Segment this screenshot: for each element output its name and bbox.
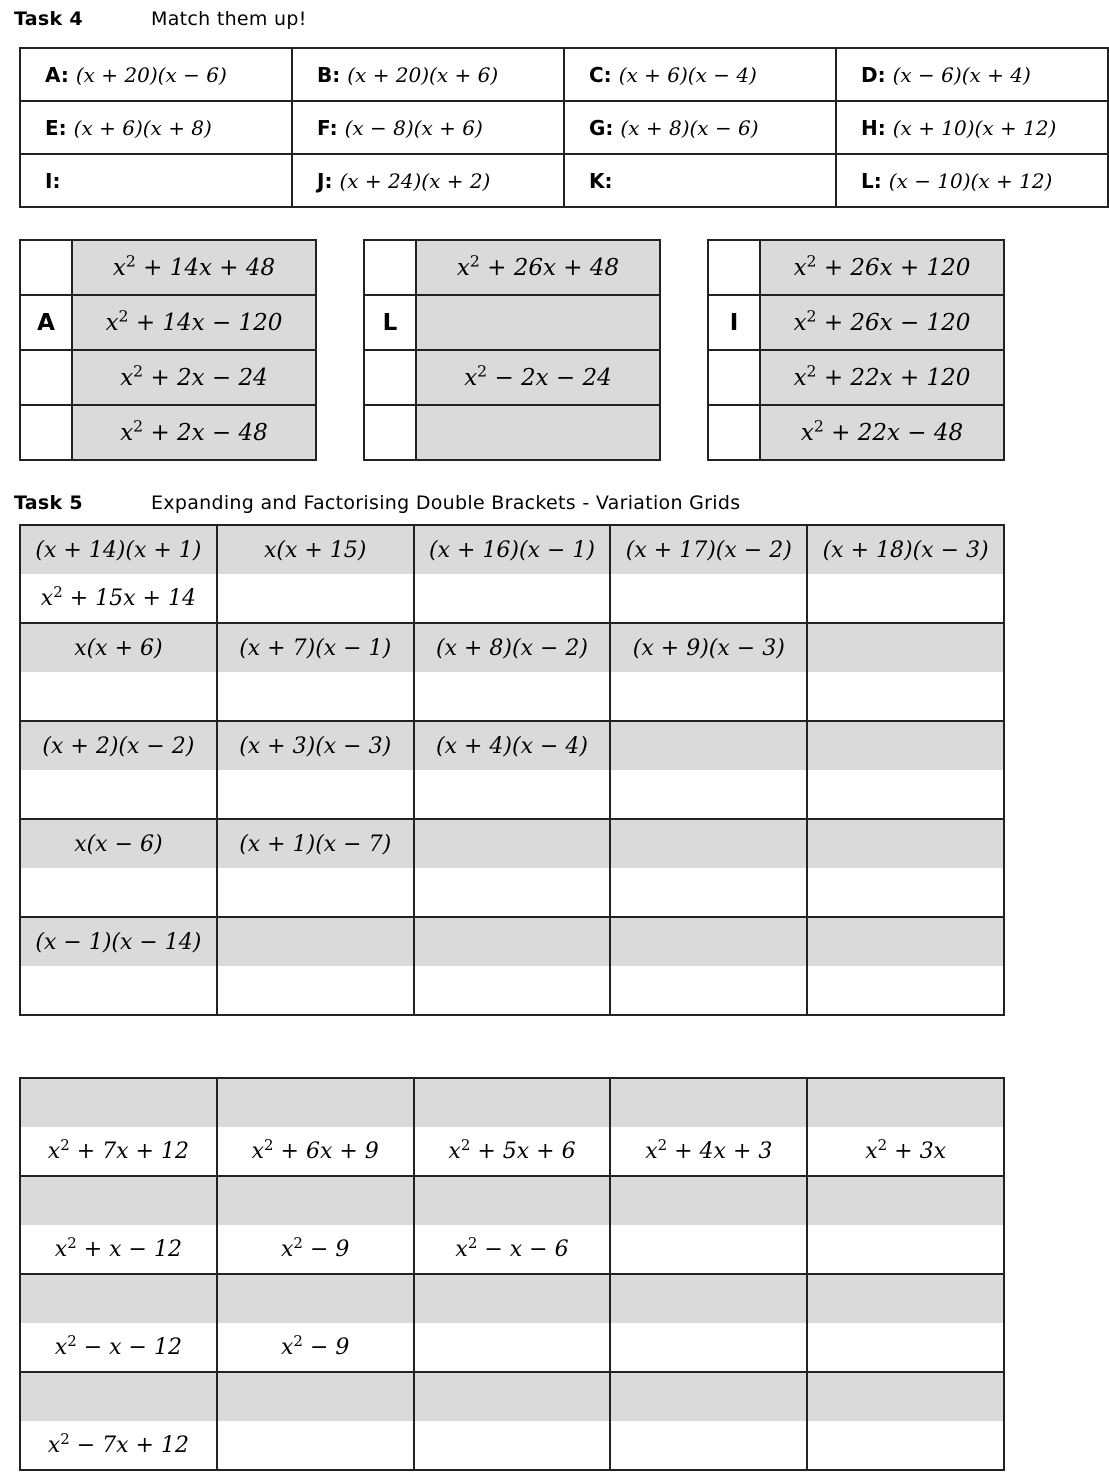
expanded-cell[interactable] bbox=[20, 868, 217, 917]
factor-label: H: bbox=[861, 115, 886, 140]
quadratic-expression: $x^2 - 2x - 24$ bbox=[464, 360, 612, 391]
exponent: 2 bbox=[477, 360, 488, 380]
expanded-cell bbox=[610, 1421, 807, 1470]
exponent: 2 bbox=[60, 1429, 70, 1448]
match-expression-cell bbox=[760, 295, 1004, 350]
expanded-cell[interactable] bbox=[414, 672, 611, 721]
factor-cell bbox=[292, 101, 564, 154]
exponent: 2 bbox=[133, 360, 144, 380]
expression-terms: + 22x + 120 bbox=[823, 364, 971, 391]
match-expression-cell bbox=[72, 350, 316, 405]
match-row bbox=[364, 295, 660, 350]
factorised-answer-cell[interactable] bbox=[217, 1274, 414, 1323]
quadratic-expression: $x^2 + 14x - 120$ bbox=[105, 305, 283, 336]
factorised-expression: (x + 3)(x − 3) bbox=[239, 733, 392, 759]
factorised-cell bbox=[414, 721, 611, 770]
expression-terms: + 26x + 120 bbox=[823, 254, 971, 281]
factor-label: I: bbox=[45, 168, 61, 193]
factorised-cell bbox=[807, 623, 1004, 672]
factor-label: G: bbox=[589, 115, 614, 140]
exponent: 2 bbox=[813, 415, 824, 435]
factorised-cell bbox=[807, 525, 1004, 574]
expanded-cell bbox=[610, 1225, 807, 1274]
expanded-cell bbox=[610, 1323, 807, 1372]
factorised-cell bbox=[610, 721, 807, 770]
expression-terms: + 5x + 6 bbox=[477, 1138, 576, 1164]
expression-terms: − x − 12 bbox=[83, 1334, 182, 1360]
expanded-cell bbox=[610, 1127, 807, 1176]
match-row bbox=[708, 405, 1004, 460]
factorised-row bbox=[20, 525, 1004, 574]
expanded-row bbox=[20, 574, 1004, 623]
factor-cell bbox=[292, 154, 564, 207]
factorised-cell bbox=[610, 525, 807, 574]
variation-grid-factorised bbox=[19, 524, 1005, 1016]
quadratic-expression: $x^2 + 4x + 3$ bbox=[645, 1135, 773, 1164]
factor-cell bbox=[836, 154, 1108, 207]
match-expression-cell bbox=[760, 350, 1004, 405]
factorised-answer-cell[interactable] bbox=[807, 1078, 1004, 1127]
match-expression-cell bbox=[416, 295, 660, 350]
factor-row bbox=[20, 48, 1108, 101]
expanded-cell[interactable] bbox=[414, 574, 611, 623]
factor-table bbox=[19, 47, 1109, 208]
match-row bbox=[364, 405, 660, 460]
exponent: 2 bbox=[60, 1135, 70, 1154]
factor-cell bbox=[564, 154, 836, 207]
factorised-expression: x(x + 6) bbox=[74, 635, 163, 661]
variation-grid-expanded bbox=[19, 1077, 1005, 1471]
expression-terms: + 14x − 120 bbox=[135, 309, 283, 336]
factor-label: E: bbox=[45, 115, 67, 140]
factor-expression: (x + 20)(x − 6) bbox=[75, 62, 227, 87]
expanded-cell[interactable] bbox=[217, 672, 414, 721]
factorised-cell bbox=[217, 623, 414, 672]
expanded-cell[interactable] bbox=[20, 672, 217, 721]
factorised-expression: (x − 1)(x − 14) bbox=[35, 929, 202, 955]
expanded-cell[interactable] bbox=[20, 966, 217, 1015]
expanded-cell[interactable] bbox=[414, 868, 611, 917]
expression-terms: + 2x − 48 bbox=[150, 419, 268, 446]
factor-expression: (x + 10)(x + 12) bbox=[892, 115, 1057, 140]
expanded-cell bbox=[217, 1225, 414, 1274]
expression-terms: − 9 bbox=[309, 1334, 350, 1360]
expanded-cell[interactable] bbox=[807, 672, 1004, 721]
expanded-cell[interactable] bbox=[807, 868, 1004, 917]
match-key-cell[interactable] bbox=[364, 240, 416, 295]
expanded-row bbox=[20, 1127, 1004, 1176]
expression-terms: + 15x + 14 bbox=[69, 585, 196, 611]
expanded-cell[interactable] bbox=[610, 966, 807, 1015]
expanded-cell[interactable] bbox=[217, 868, 414, 917]
quadratic-expression: $x^2 + 26x + 120$ bbox=[793, 250, 971, 281]
expression-terms: + 2x − 24 bbox=[150, 364, 268, 391]
quadratic-expression: $x^2 - 9$ bbox=[281, 1331, 350, 1360]
match-row bbox=[364, 350, 660, 405]
match-row bbox=[20, 350, 316, 405]
factor-cell bbox=[292, 48, 564, 101]
expanded-cell[interactable] bbox=[20, 574, 217, 623]
expression-terms: + x − 12 bbox=[83, 1236, 182, 1262]
quadratic-expression: $x^2 + 14x + 48$ bbox=[112, 250, 276, 281]
expanded-cell bbox=[414, 1421, 611, 1470]
exponent: 2 bbox=[264, 1135, 274, 1154]
factorised-answer-cell[interactable] bbox=[610, 1274, 807, 1323]
exponent: 2 bbox=[806, 250, 817, 270]
match-expression-cell bbox=[760, 240, 1004, 295]
expanded-row bbox=[20, 868, 1004, 917]
factorised-answer-cell[interactable] bbox=[217, 1372, 414, 1421]
factorised-cell bbox=[807, 819, 1004, 868]
exponent: 2 bbox=[293, 1233, 303, 1252]
expanded-cell bbox=[414, 1225, 611, 1274]
factor-expression: (x + 20)(x + 6) bbox=[347, 62, 499, 87]
factorised-answer-cell[interactable] bbox=[20, 1274, 217, 1323]
factor-expression: (x − 10)(x + 12) bbox=[888, 168, 1053, 193]
exponent: 2 bbox=[67, 1331, 77, 1350]
expanded-cell[interactable] bbox=[414, 966, 611, 1015]
expression-terms: − x − 6 bbox=[484, 1236, 569, 1262]
factorised-expression: (x + 9)(x − 3) bbox=[632, 635, 785, 661]
match-row bbox=[20, 405, 316, 460]
task4-subtitle: Match them up! bbox=[151, 8, 307, 30]
expanded-cell[interactable] bbox=[807, 770, 1004, 819]
quadratic-expression: $x^2 + 15x + 14$ bbox=[40, 582, 196, 611]
exponent: 2 bbox=[806, 305, 817, 325]
factorised-cell bbox=[807, 917, 1004, 966]
factorised-answer-cell[interactable] bbox=[414, 1372, 611, 1421]
quadratic-expression: $x^2 + 26x - 120$ bbox=[793, 305, 971, 336]
exponent: 2 bbox=[467, 1233, 478, 1252]
match-table-2 bbox=[363, 239, 661, 461]
factorised-cell bbox=[807, 721, 1004, 770]
expanded-cell bbox=[20, 1127, 217, 1176]
factorised-expression: (x + 2)(x − 2) bbox=[42, 733, 195, 759]
expanded-cell bbox=[414, 1127, 611, 1176]
match-row bbox=[708, 350, 1004, 405]
exponent: 2 bbox=[118, 305, 129, 325]
match-row bbox=[20, 240, 316, 295]
factorised-expression: (x + 1)(x − 7) bbox=[239, 831, 392, 857]
expression-terms: + 4x + 3 bbox=[674, 1138, 773, 1164]
factor-cell bbox=[20, 48, 292, 101]
task5-title: Task 5 bbox=[14, 492, 83, 514]
expanded-cell bbox=[20, 1323, 217, 1372]
expanded-cell bbox=[414, 1323, 611, 1372]
match-expression-cell bbox=[72, 295, 316, 350]
factorised-cell bbox=[217, 819, 414, 868]
expanded-cell[interactable] bbox=[217, 966, 414, 1015]
quadratic-expression: $x^2 + 2x - 24$ bbox=[120, 360, 268, 391]
factorised-cell bbox=[20, 525, 217, 574]
factorised-answer-row bbox=[20, 1274, 1004, 1323]
factorised-row bbox=[20, 721, 1004, 770]
expanded-cell bbox=[217, 1323, 414, 1372]
factorised-cell bbox=[20, 721, 217, 770]
expanded-row bbox=[20, 770, 1004, 819]
factorised-answer-cell[interactable] bbox=[610, 1176, 807, 1225]
factor-label: D: bbox=[861, 62, 886, 87]
factor-label: B: bbox=[317, 62, 341, 87]
exponent: 2 bbox=[133, 415, 144, 435]
task4-title: Task 4 bbox=[14, 8, 83, 30]
task4-heading bbox=[14, 8, 307, 30]
factorised-cell bbox=[414, 623, 611, 672]
expanded-cell[interactable] bbox=[610, 672, 807, 721]
factor-expression: (x + 6)(x − 4) bbox=[618, 62, 757, 87]
match-row bbox=[708, 295, 1004, 350]
quadratic-expression: $x^2 + 22x + 120$ bbox=[793, 360, 971, 391]
factorised-answer-row bbox=[20, 1372, 1004, 1421]
factorised-cell bbox=[20, 819, 217, 868]
expression-terms: + 3x bbox=[894, 1138, 946, 1164]
task5-heading bbox=[14, 492, 741, 514]
expression-terms: + 22x − 48 bbox=[831, 419, 964, 446]
factor-label: J: bbox=[317, 168, 333, 193]
match-key-cell[interactable] bbox=[20, 350, 72, 405]
expanded-cell[interactable] bbox=[217, 574, 414, 623]
expanded-cell[interactable] bbox=[610, 574, 807, 623]
match-expression-cell bbox=[416, 350, 660, 405]
match-row bbox=[364, 240, 660, 295]
factorised-row bbox=[20, 623, 1004, 672]
match-row bbox=[20, 295, 316, 350]
factorised-answer-cell[interactable] bbox=[807, 1176, 1004, 1225]
factorised-answer-cell[interactable] bbox=[414, 1274, 611, 1323]
expression-terms: + 14x + 48 bbox=[143, 254, 276, 281]
match-key-cell[interactable] bbox=[20, 405, 72, 460]
expanded-row bbox=[20, 1225, 1004, 1274]
expanded-row bbox=[20, 966, 1004, 1015]
match-key-cell[interactable] bbox=[708, 405, 760, 460]
factorised-cell bbox=[217, 525, 414, 574]
factor-cell bbox=[564, 48, 836, 101]
match-key-cell[interactable]: I bbox=[708, 295, 760, 350]
expression-terms: + 6x + 9 bbox=[280, 1138, 379, 1164]
factorised-cell bbox=[414, 917, 611, 966]
factorised-answer-cell[interactable] bbox=[20, 1078, 217, 1127]
factorised-answer-cell[interactable] bbox=[807, 1274, 1004, 1323]
expanded-cell bbox=[217, 1421, 414, 1470]
expanded-row bbox=[20, 672, 1004, 721]
expanded-row bbox=[20, 1323, 1004, 1372]
quadratic-expression: $x^2 + 3x$ bbox=[865, 1135, 946, 1164]
factorised-cell bbox=[610, 819, 807, 868]
match-key-cell[interactable] bbox=[20, 240, 72, 295]
quadratic-expression: $x^2 + 2x - 48$ bbox=[120, 415, 268, 446]
factorised-expression: (x + 17)(x − 2) bbox=[625, 537, 792, 563]
factor-cell bbox=[564, 101, 836, 154]
factor-cell bbox=[20, 101, 292, 154]
factorised-cell bbox=[20, 623, 217, 672]
expression-terms: − 9 bbox=[309, 1236, 350, 1262]
factorised-cell bbox=[217, 917, 414, 966]
expanded-cell[interactable] bbox=[20, 770, 217, 819]
match-key-cell[interactable] bbox=[364, 350, 416, 405]
match-table-1 bbox=[19, 239, 317, 461]
quadratic-expression: $x^2 + 7x + 12$ bbox=[47, 1135, 189, 1164]
match-expression-cell bbox=[72, 405, 316, 460]
expanded-cell[interactable] bbox=[807, 574, 1004, 623]
factor-row bbox=[20, 101, 1108, 154]
expanded-cell[interactable] bbox=[217, 770, 414, 819]
factorised-answer-row bbox=[20, 1078, 1004, 1127]
factorised-answer-cell[interactable] bbox=[414, 1176, 611, 1225]
match-table-3 bbox=[707, 239, 1005, 461]
expanded-cell[interactable] bbox=[414, 770, 611, 819]
match-key-cell[interactable]: A bbox=[20, 295, 72, 350]
factorised-cell bbox=[610, 917, 807, 966]
factor-expression: (x − 6)(x + 4) bbox=[892, 62, 1031, 87]
match-row bbox=[708, 240, 1004, 295]
match-key-cell[interactable]: L bbox=[364, 295, 416, 350]
factorised-expression: (x + 18)(x − 3) bbox=[822, 537, 989, 563]
match-expression-cell bbox=[72, 240, 316, 295]
factorised-expression: (x + 4)(x − 4) bbox=[436, 733, 588, 759]
factor-row bbox=[20, 154, 1108, 207]
factorised-expression: x(x + 15) bbox=[263, 537, 367, 563]
factor-label: L: bbox=[861, 168, 882, 193]
factorised-answer-cell[interactable] bbox=[20, 1372, 217, 1421]
factorised-answer-cell[interactable] bbox=[20, 1176, 217, 1225]
factor-label: C: bbox=[589, 62, 612, 87]
expanded-cell bbox=[20, 1421, 217, 1470]
factorised-answer-cell[interactable] bbox=[807, 1372, 1004, 1421]
expanded-cell bbox=[807, 1127, 1004, 1176]
quadratic-expression: $x^2 - x - 12$ bbox=[54, 1331, 182, 1360]
match-expression-cell bbox=[416, 405, 660, 460]
quadratic-expression: $x^2 + 26x + 48$ bbox=[456, 250, 620, 281]
quadratic-expression: $x^2 - 9$ bbox=[281, 1233, 350, 1262]
expanded-cell bbox=[217, 1127, 414, 1176]
exponent: 2 bbox=[53, 582, 63, 601]
factor-label: K: bbox=[589, 168, 613, 193]
exponent: 2 bbox=[460, 1135, 471, 1154]
expression-terms: − 7x + 12 bbox=[76, 1432, 189, 1458]
match-expression-cell bbox=[416, 240, 660, 295]
match-key-cell[interactable] bbox=[708, 350, 760, 405]
expression-terms: + 26x + 48 bbox=[487, 254, 620, 281]
factor-expression: (x − 8)(x + 6) bbox=[344, 115, 483, 140]
factorised-expression: x(x − 6) bbox=[74, 831, 163, 857]
factorised-cell bbox=[414, 819, 611, 868]
exponent: 2 bbox=[293, 1331, 303, 1350]
factor-cell bbox=[836, 101, 1108, 154]
expression-terms: − 2x − 24 bbox=[494, 364, 612, 391]
expanded-cell[interactable] bbox=[610, 868, 807, 917]
factorised-answer-row bbox=[20, 1176, 1004, 1225]
expression-terms: + 7x + 12 bbox=[76, 1138, 189, 1164]
exponent: 2 bbox=[469, 250, 480, 270]
exponent: 2 bbox=[806, 360, 817, 380]
quadratic-expression: $x^2 - x - 6$ bbox=[455, 1233, 569, 1262]
factorised-answer-cell[interactable] bbox=[610, 1372, 807, 1421]
factorised-row bbox=[20, 819, 1004, 868]
factor-expression: (x + 24)(x + 2) bbox=[339, 168, 491, 193]
factorised-expression: (x + 16)(x − 1) bbox=[429, 537, 595, 563]
quadratic-expression: $x^2 + 6x + 9$ bbox=[251, 1135, 379, 1164]
quadratic-expression: $x^2 + 22x - 48$ bbox=[800, 415, 964, 446]
factor-label: F: bbox=[317, 115, 338, 140]
factorised-cell bbox=[610, 623, 807, 672]
factor-label: A: bbox=[45, 62, 69, 87]
match-expression-cell bbox=[760, 405, 1004, 460]
factorised-answer-cell[interactable] bbox=[217, 1176, 414, 1225]
factorised-expression: (x + 14)(x + 1) bbox=[35, 537, 202, 563]
expanded-cell bbox=[807, 1225, 1004, 1274]
task5-subtitle: Expanding and Factorising Double Brackets - Variation Grids bbox=[151, 492, 741, 514]
factor-cell bbox=[20, 154, 292, 207]
factor-cell bbox=[836, 48, 1108, 101]
match-key-cell[interactable] bbox=[364, 405, 416, 460]
exponent: 2 bbox=[877, 1135, 888, 1154]
factorised-cell bbox=[20, 917, 217, 966]
expression-terms: + 26x − 120 bbox=[823, 309, 971, 336]
quadratic-expression: $x^2 + x - 12$ bbox=[54, 1233, 182, 1262]
quadratic-expression: $x^2 - 7x + 12$ bbox=[47, 1429, 189, 1458]
expanded-cell bbox=[807, 1323, 1004, 1372]
factorised-row bbox=[20, 917, 1004, 966]
factor-expression: (x + 6)(x + 8) bbox=[73, 115, 212, 140]
exponent: 2 bbox=[67, 1233, 77, 1252]
expanded-cell bbox=[807, 1421, 1004, 1470]
factorised-cell bbox=[217, 721, 414, 770]
exponent: 2 bbox=[657, 1135, 668, 1154]
factorised-cell bbox=[414, 525, 611, 574]
expanded-row bbox=[20, 1421, 1004, 1470]
factorised-answer-cell[interactable] bbox=[414, 1078, 611, 1127]
factorised-answer-cell[interactable] bbox=[610, 1078, 807, 1127]
expanded-cell bbox=[20, 1225, 217, 1274]
match-key-cell[interactable] bbox=[708, 240, 760, 295]
quadratic-expression: $x^2 + 5x + 6$ bbox=[448, 1135, 576, 1164]
exponent: 2 bbox=[125, 250, 136, 270]
factorised-expression: (x + 7)(x − 1) bbox=[239, 635, 392, 661]
expanded-cell[interactable] bbox=[610, 770, 807, 819]
factorised-answer-cell[interactable] bbox=[217, 1078, 414, 1127]
factorised-expression: (x + 8)(x − 2) bbox=[436, 635, 588, 661]
expanded-cell[interactable] bbox=[807, 966, 1004, 1015]
factor-expression: (x + 8)(x − 6) bbox=[620, 115, 759, 140]
